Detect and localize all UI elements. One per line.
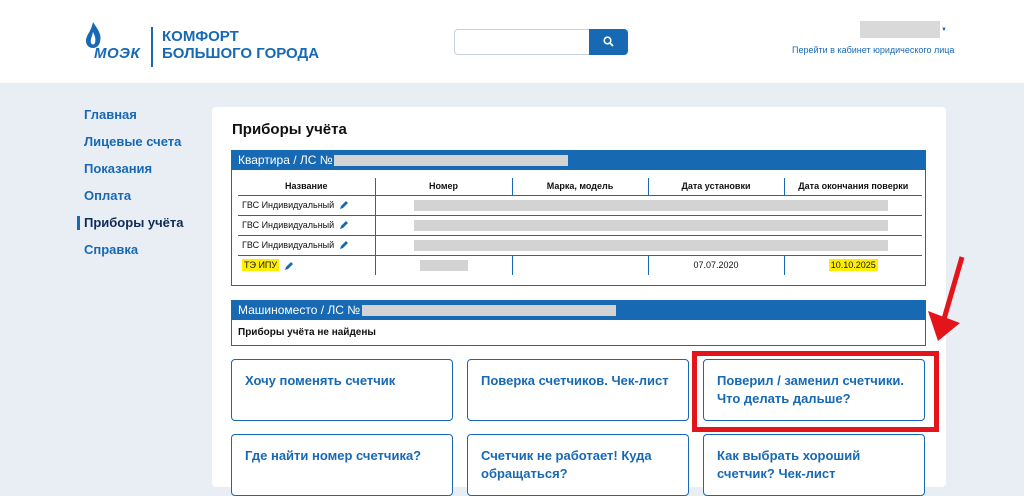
meter-name: ГВС Индивидуальный — [242, 199, 335, 210]
column-header-number: Номер — [375, 178, 512, 195]
sidebar-item-help[interactable]: Справка — [84, 242, 139, 257]
redacted-block — [414, 240, 888, 251]
redacted-block — [414, 220, 888, 231]
redacted-meter-details — [375, 215, 922, 235]
tile-what-next[interactable]: Поверил / заменил счетчики. Что делать дальше? — [703, 359, 925, 421]
meters-table — [238, 178, 922, 275]
check-end-date-highlighted: 10.10.2025 — [830, 260, 876, 271]
table-row — [238, 195, 922, 215]
column-header-check-end: Дата окончания поверки — [784, 178, 922, 195]
brand-slogan — [162, 28, 319, 62]
meter-name-cell — [238, 255, 375, 275]
table-row — [238, 215, 922, 235]
legal-entity-cabinet-link[interactable]: Перейти в кабинет юридического лица — [792, 45, 955, 55]
parking-account-label: Машиноместо / ЛС № — [238, 303, 361, 317]
brand-divider — [151, 27, 153, 67]
brand-line-2: БОЛЬШОГО ГОРОДА — [162, 45, 320, 62]
meter-name-cell — [238, 195, 375, 215]
brand-line-1: КОМФОРТ — [162, 28, 239, 45]
redacted-account-number — [362, 305, 616, 316]
red-arrow-icon — [920, 253, 970, 343]
meter-number-cell — [375, 255, 512, 275]
parking-meters-section — [231, 300, 926, 346]
check-end-cell — [784, 255, 922, 275]
pencil-icon[interactable] — [339, 220, 349, 230]
pencil-icon[interactable] — [339, 200, 349, 210]
user-menu[interactable] — [860, 21, 940, 38]
site-header — [0, 0, 1024, 83]
meter-brand-cell — [512, 255, 648, 275]
redacted-block — [420, 260, 468, 271]
table-row — [238, 255, 922, 275]
sidebar-nav — [84, 107, 184, 269]
redacted-block — [414, 200, 888, 211]
redacted-account-number — [334, 155, 568, 166]
tile-find-meter-number[interactable]: Где найти номер счетчика? — [231, 434, 453, 496]
tile-verification-checklist[interactable]: Поверка счетчиков. Чек-лист — [467, 359, 689, 421]
logo-wordmark: МОЭК — [94, 45, 141, 62]
pencil-icon[interactable] — [284, 261, 294, 271]
annotation-highlight-box — [692, 351, 939, 432]
meter-name-cell — [238, 215, 375, 235]
tile-choose-meter[interactable]: Как выбрать хороший счетчик? Чек-лист — [703, 434, 925, 496]
sidebar-item-readings[interactable]: Показания — [84, 161, 153, 176]
tile-meter-broken[interactable]: Счетчик не работает! Куда обращаться? — [467, 434, 689, 496]
meter-name: ГВС Индивидуальный — [242, 239, 335, 250]
parking-section-header — [232, 301, 925, 320]
search-button[interactable] — [589, 29, 628, 55]
install-date-cell: 07.07.2020 — [648, 255, 784, 275]
pencil-icon[interactable] — [339, 240, 349, 250]
sidebar-item-payment[interactable]: Оплата — [84, 188, 132, 203]
caret-down-icon[interactable]: ▼ — [941, 27, 947, 33]
table-row — [238, 235, 922, 255]
meter-name-highlighted: ТЭ ИПУ — [244, 259, 278, 270]
sidebar-item-meters[interactable]: Приборы учёта — [84, 215, 184, 242]
apartment-meters-section — [231, 150, 926, 286]
column-header-name: Название — [238, 178, 375, 195]
table-header-row — [238, 178, 922, 195]
meter-name-cell — [238, 235, 375, 255]
sidebar-item-home[interactable]: Главная — [84, 107, 137, 122]
page-title: Приборы учёта — [232, 121, 347, 138]
apartment-section-header — [232, 151, 925, 170]
apartment-account-label: Квартира / ЛС № — [238, 153, 333, 167]
redacted-meter-details — [375, 235, 922, 255]
search-icon — [603, 36, 614, 47]
no-meters-message: Приборы учёта не найдены — [238, 327, 376, 338]
column-header-install-date: Дата установки — [648, 178, 784, 195]
moek-logo[interactable] — [78, 20, 150, 68]
tile-change-meter[interactable]: Хочу поменять счетчик — [231, 359, 453, 421]
column-header-brand: Марка, модель — [512, 178, 648, 195]
meter-name: ГВС Индивидуальный — [242, 219, 335, 230]
redacted-meter-details — [375, 195, 922, 215]
search-input[interactable] — [454, 29, 589, 55]
sidebar-item-accounts[interactable]: Лицевые счета — [84, 134, 182, 149]
